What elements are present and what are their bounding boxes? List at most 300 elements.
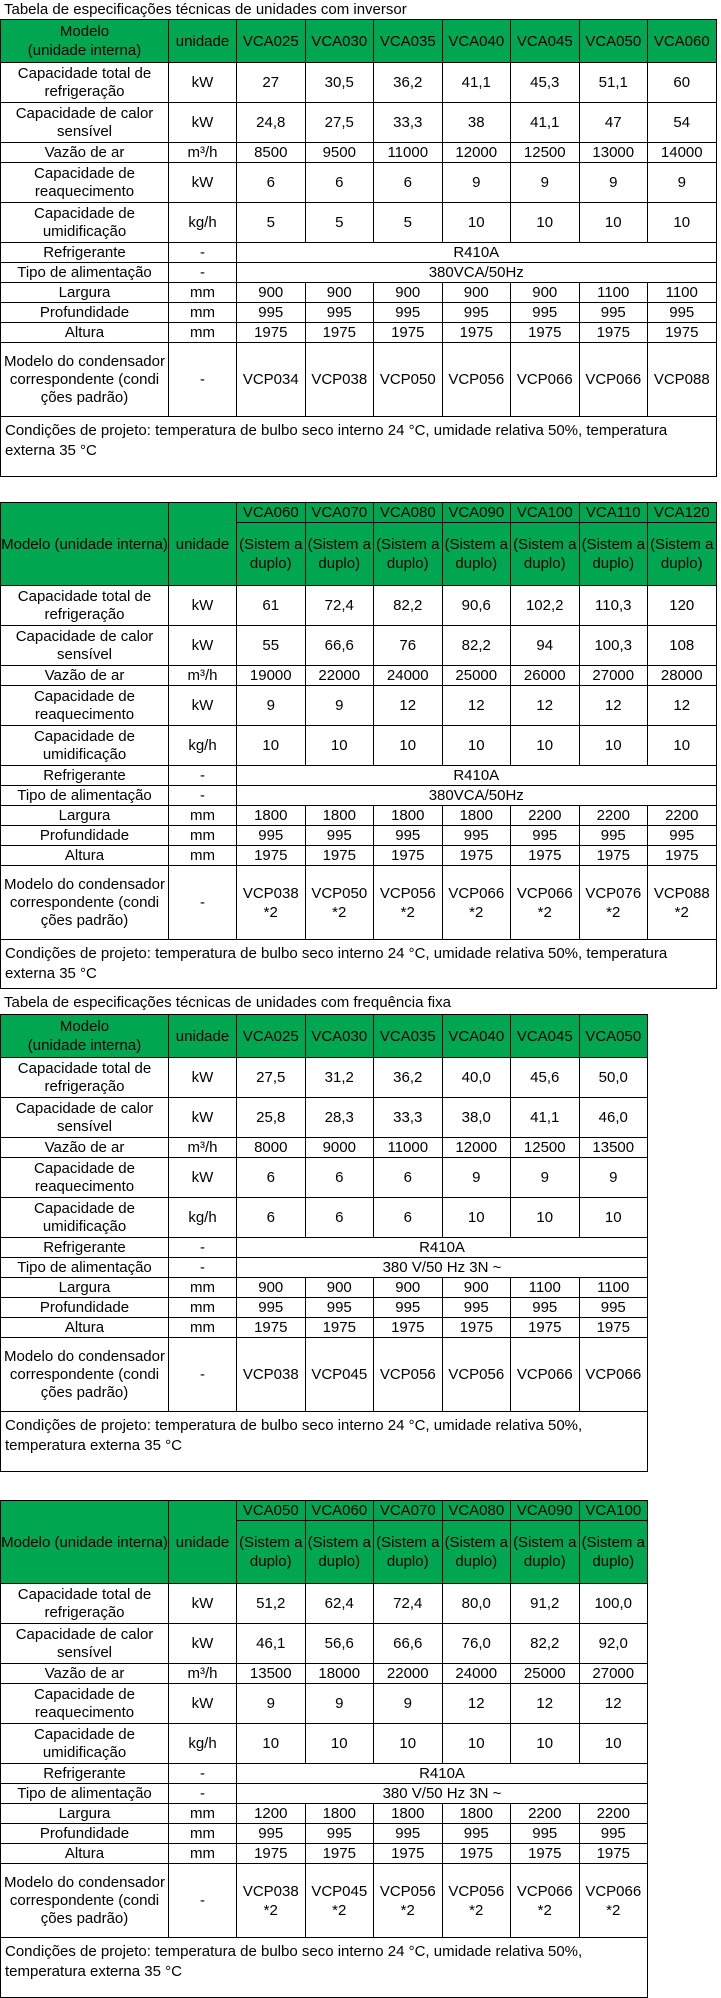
row-value: 102,2 — [511, 586, 580, 626]
row-unit: kW — [169, 1158, 237, 1198]
row-value: 6 — [305, 163, 374, 203]
header-model-code: VCA080 — [442, 1501, 511, 1521]
row-value: 1800 — [305, 806, 374, 826]
row-label: Capacidade total de refrigeração — [1, 1058, 169, 1098]
row-value: 47 — [579, 103, 648, 143]
row-value: 1975 — [305, 846, 374, 866]
row-value: 995 — [579, 1824, 648, 1844]
table-row — [1, 1584, 648, 1624]
row-value: 1800 — [305, 1804, 374, 1824]
row-value: 995 — [442, 1824, 511, 1844]
row-label: Capacidade de reaquecimento — [1, 1158, 169, 1198]
row-label: Refrigerante — [1, 243, 169, 263]
row-value: 10 — [579, 726, 648, 766]
row-value: VCP045 *2 — [305, 1864, 374, 1938]
row-value: 2200 — [648, 806, 717, 826]
row-value: 108 — [648, 626, 717, 666]
row-value: 36,2 — [374, 63, 443, 103]
row-value: 12500 — [511, 143, 580, 163]
row-value: 82,2 — [511, 1624, 580, 1664]
row-label: Largura — [1, 283, 169, 303]
row-value: 900 — [305, 283, 374, 303]
row-value: 27000 — [579, 666, 648, 686]
header-model: Modelo (unidade interna) — [1, 503, 169, 586]
row-label: Altura — [1, 1318, 169, 1338]
row-value: VCP066 *2 — [511, 866, 580, 940]
table-row — [1, 1238, 648, 1258]
row-span-value: R410A — [237, 243, 717, 263]
row-value: VCP056 *2 — [374, 1864, 443, 1938]
row-unit: mm — [169, 1804, 237, 1824]
row-value: VCP038 *2 — [237, 866, 306, 940]
table-row — [1, 1318, 648, 1338]
row-value: 1975 — [374, 1318, 443, 1338]
row-label: Profundidade — [1, 1824, 169, 1844]
row-value: 1200 — [237, 1804, 306, 1824]
row-value: 60 — [648, 63, 717, 103]
row-unit: kW — [169, 103, 237, 143]
row-value: 995 — [374, 1824, 443, 1844]
row-value: 9 — [579, 163, 648, 203]
row-label: Vazão de ar — [1, 1664, 169, 1684]
row-value: VCP066 — [511, 1338, 580, 1412]
table-row — [1, 1158, 648, 1198]
row-value: 2200 — [511, 1804, 580, 1824]
row-unit: mm — [169, 846, 237, 866]
table-caption: Tabela de especificações técnicas de unidades com inversor — [4, 1, 407, 18]
row-value: 12 — [442, 686, 511, 726]
row-value: 1975 — [511, 1318, 580, 1338]
row-value: 22000 — [374, 1664, 443, 1684]
table-row — [1, 303, 717, 323]
row-value: 995 — [237, 1824, 306, 1844]
row-value: 1100 — [511, 1278, 580, 1298]
table-row — [1, 1824, 648, 1844]
row-value: 24000 — [374, 666, 443, 686]
header-sub-label: (Sistem a duplo) — [579, 1521, 648, 1584]
row-value: 33,3 — [374, 103, 443, 143]
row-value: VCP038 — [305, 343, 374, 417]
row-unit: kW — [169, 1098, 237, 1138]
row-value: 995 — [237, 303, 306, 323]
row-value: 10 — [305, 1724, 374, 1764]
row-unit: - — [169, 766, 237, 786]
row-value: 80,0 — [442, 1584, 511, 1624]
table-row — [1, 1338, 648, 1412]
table-row — [1, 1804, 648, 1824]
row-label: Capacidade de reaquecimento — [1, 163, 169, 203]
row-unit: m³/h — [169, 143, 237, 163]
row-value: VCP088 — [648, 343, 717, 417]
header-model-code: VCA060 — [305, 1501, 374, 1521]
row-value: 5 — [374, 203, 443, 243]
row-value: 72,4 — [305, 586, 374, 626]
row-value: VCP056 *2 — [442, 1864, 511, 1938]
row-unit: - — [169, 1338, 237, 1412]
row-value: 28000 — [648, 666, 717, 686]
row-value: 91,2 — [511, 1584, 580, 1624]
header-sub-label: (Sistem a duplo) — [511, 523, 580, 586]
row-value: 10 — [579, 1724, 648, 1764]
row-value: 94 — [511, 626, 580, 666]
row-unit: - — [169, 1864, 237, 1938]
row-value: VCP066 — [579, 343, 648, 417]
row-label: Vazão de ar — [1, 143, 169, 163]
header-sub-label: (Sistem a duplo) — [442, 1521, 511, 1584]
row-unit: kW — [169, 1684, 237, 1724]
table-row — [1, 846, 717, 866]
row-span-value: R410A — [237, 1764, 648, 1784]
row-value: 9 — [648, 163, 717, 203]
header-model-code: VCA120 — [648, 503, 717, 523]
row-unit: kg/h — [169, 203, 237, 243]
row-value: 995 — [237, 826, 306, 846]
row-unit: mm — [169, 1844, 237, 1864]
row-unit: kg/h — [169, 1724, 237, 1764]
table-row — [1, 163, 717, 203]
row-value: 27000 — [579, 1664, 648, 1684]
row-value: VCP056 — [374, 1338, 443, 1412]
row-value: 28,3 — [305, 1098, 374, 1138]
row-value: 1800 — [442, 1804, 511, 1824]
row-value: 6 — [374, 163, 443, 203]
row-value: 27 — [237, 63, 306, 103]
row-label: Capacidade total de refrigeração — [1, 63, 169, 103]
table-row — [1, 1664, 648, 1684]
row-value: 995 — [648, 826, 717, 846]
row-label: Refrigerante — [1, 766, 169, 786]
row-value: 5 — [237, 203, 306, 243]
row-value: 12000 — [442, 143, 511, 163]
row-value: VCP038 — [237, 1338, 306, 1412]
row-value: VCP050 — [374, 343, 443, 417]
row-value: 1975 — [579, 846, 648, 866]
row-value: 38 — [442, 103, 511, 143]
row-label: Modelo do condensador correspondente (condi ções padrão) — [1, 343, 169, 417]
table-row — [1, 63, 717, 103]
row-value: 66,6 — [374, 1624, 443, 1664]
header-model: Modelo (unidade interna) — [1, 1501, 169, 1584]
row-value: 2200 — [579, 1804, 648, 1824]
row-label: Vazão de ar — [1, 666, 169, 686]
row-value: 995 — [579, 1298, 648, 1318]
row-value: 10 — [442, 203, 511, 243]
table-row — [1, 1624, 648, 1664]
table-row — [1, 143, 717, 163]
row-value: 10 — [648, 203, 717, 243]
row-span-value: 380 V/50 Hz 3N ~ — [237, 1784, 648, 1804]
row-unit: - — [169, 263, 237, 283]
header-model-code: VCA035 — [374, 1015, 443, 1058]
row-unit: - — [169, 243, 237, 263]
row-value: VCP050 *2 — [305, 866, 374, 940]
spec-table — [0, 19, 717, 477]
table-row — [1, 1764, 648, 1784]
header-model-code: VCA025 — [237, 1015, 306, 1058]
row-unit: mm — [169, 806, 237, 826]
row-value: 10 — [374, 726, 443, 766]
row-label: Capacidade de reaquecimento — [1, 1684, 169, 1724]
row-value: 1975 — [511, 846, 580, 866]
row-value: 995 — [579, 826, 648, 846]
header-sub-label: (Sistem a duplo) — [579, 523, 648, 586]
row-label: Capacidade de calor sensível — [1, 1624, 169, 1664]
header-model-code: VCA060 — [648, 20, 717, 63]
row-value: 45,6 — [511, 1058, 580, 1098]
row-value: 9 — [442, 163, 511, 203]
row-unit: m³/h — [169, 666, 237, 686]
row-value: 900 — [305, 1278, 374, 1298]
row-unit: mm — [169, 283, 237, 303]
row-value: 56,6 — [305, 1624, 374, 1664]
row-value: 1975 — [511, 323, 580, 343]
row-value: 12 — [579, 686, 648, 726]
row-label: Profundidade — [1, 1298, 169, 1318]
row-value: 6 — [374, 1198, 443, 1238]
row-value: VCP056 *2 — [374, 866, 443, 940]
table-row — [1, 766, 717, 786]
row-value: 26000 — [511, 666, 580, 686]
row-value: 1975 — [442, 846, 511, 866]
row-value: 11000 — [374, 143, 443, 163]
row-unit: - — [169, 1258, 237, 1278]
header-model-code: VCA025 — [237, 20, 306, 63]
row-value: 110,3 — [579, 586, 648, 626]
header-unit: unidade — [169, 20, 237, 63]
row-value: 41,1 — [511, 1098, 580, 1138]
table-row — [1, 263, 717, 283]
header-model-code: VCA050 — [579, 1015, 648, 1058]
row-value: 13000 — [579, 143, 648, 163]
row-value: 1975 — [579, 1318, 648, 1338]
row-value: VCP076 *2 — [579, 866, 648, 940]
table-row — [1, 1864, 648, 1938]
row-label: Tipo de alimentação — [1, 786, 169, 806]
row-value: 1800 — [374, 806, 443, 826]
header-model-code: VCA100 — [511, 503, 580, 523]
row-unit: m³/h — [169, 1664, 237, 1684]
row-label: Altura — [1, 1844, 169, 1864]
row-label: Tipo de alimentação — [1, 1258, 169, 1278]
row-span-value: R410A — [237, 1238, 648, 1258]
row-value: 13500 — [237, 1664, 306, 1684]
row-value: 38,0 — [442, 1098, 511, 1138]
row-value: 10 — [305, 726, 374, 766]
row-span-value: R410A — [237, 766, 717, 786]
table-row — [1, 1724, 648, 1764]
row-value: VCP066 — [579, 1338, 648, 1412]
row-value: 995 — [305, 1298, 374, 1318]
row-unit: - — [169, 1238, 237, 1258]
row-value: 1975 — [579, 323, 648, 343]
row-value: 12 — [511, 686, 580, 726]
row-value: 1975 — [305, 323, 374, 343]
header-model-code: VCA100 — [579, 1501, 648, 1521]
row-label: Capacidade de umidificação — [1, 203, 169, 243]
row-value: 1975 — [237, 1318, 306, 1338]
row-value: 10 — [511, 1198, 580, 1238]
header-sub-label: (Sistem a duplo) — [374, 523, 443, 586]
row-value: VCP066 — [511, 343, 580, 417]
table-row — [1, 1198, 648, 1238]
row-span-value: 380 V/50 Hz 3N ~ — [237, 1258, 648, 1278]
row-value: VCP056 — [442, 1338, 511, 1412]
row-value: 1975 — [511, 1844, 580, 1864]
row-value: 995 — [511, 303, 580, 323]
row-value: 900 — [237, 283, 306, 303]
row-value: 5 — [305, 203, 374, 243]
row-value: 51,2 — [237, 1584, 306, 1624]
row-value: 6 — [305, 1198, 374, 1238]
row-unit: mm — [169, 323, 237, 343]
row-value: 1800 — [374, 1804, 443, 1824]
row-label: Tipo de alimentação — [1, 1784, 169, 1804]
table-row — [1, 806, 717, 826]
row-unit: kg/h — [169, 1198, 237, 1238]
row-value: 995 — [305, 826, 374, 846]
table-row — [1, 826, 717, 846]
header-sub-label: (Sistem a duplo) — [305, 523, 374, 586]
row-value: 900 — [442, 1278, 511, 1298]
row-label: Capacidade de umidificação — [1, 726, 169, 766]
row-value: 8000 — [237, 1138, 306, 1158]
row-label: Modelo do condensador correspondente (condi ções padrão) — [1, 1864, 169, 1938]
table-row — [1, 103, 717, 143]
row-value: 90,6 — [442, 586, 511, 626]
row-value: 22000 — [305, 666, 374, 686]
table-row — [1, 283, 717, 303]
table-row — [1, 1684, 648, 1724]
spec-table — [0, 1500, 648, 1998]
row-value: 62,4 — [305, 1584, 374, 1624]
row-value: 55 — [237, 626, 306, 666]
row-value: 18000 — [305, 1664, 374, 1684]
row-value: 1975 — [579, 1844, 648, 1864]
row-value: 24000 — [442, 1664, 511, 1684]
row-value: 1975 — [305, 1318, 374, 1338]
table-row — [1, 1298, 648, 1318]
row-value: 120 — [648, 586, 717, 626]
table-row — [1, 1138, 648, 1158]
row-label: Capacidade total de refrigeração — [1, 1584, 169, 1624]
row-label: Capacidade de reaquecimento — [1, 686, 169, 726]
row-value: 1975 — [442, 323, 511, 343]
row-unit: kg/h — [169, 726, 237, 766]
row-value: 900 — [511, 283, 580, 303]
row-value: 10 — [237, 726, 306, 766]
row-value: 1975 — [237, 846, 306, 866]
row-value: 76 — [374, 626, 443, 666]
row-label: Altura — [1, 323, 169, 343]
row-value: 995 — [305, 303, 374, 323]
table-row — [1, 686, 717, 726]
row-label: Capacidade de umidificação — [1, 1198, 169, 1238]
row-value: 9 — [511, 1158, 580, 1198]
header-model-code: VCA080 — [374, 503, 443, 523]
row-value: 24,8 — [237, 103, 306, 143]
header-sub-label: (Sistem a duplo) — [648, 523, 717, 586]
row-value: 25,8 — [237, 1098, 306, 1138]
row-value: 9 — [305, 686, 374, 726]
header-model-code: VCA045 — [511, 20, 580, 63]
row-value: 61 — [237, 586, 306, 626]
row-value: 50,0 — [579, 1058, 648, 1098]
table-row — [1, 1258, 648, 1278]
row-value: 46,1 — [237, 1624, 306, 1664]
row-span-value: 380VCA/50Hz — [237, 263, 717, 283]
row-value: 995 — [237, 1298, 306, 1318]
row-value: 13500 — [579, 1138, 648, 1158]
row-value: 9 — [374, 1684, 443, 1724]
row-span-value: 380VCA/50Hz — [237, 786, 717, 806]
table-row — [1, 343, 717, 417]
row-unit: kW — [169, 686, 237, 726]
header-model: Modelo (unidade interna) — [1, 20, 169, 63]
row-value: 10 — [579, 203, 648, 243]
table-row — [1, 1844, 648, 1864]
row-value: 1975 — [237, 1844, 306, 1864]
table-row — [1, 243, 717, 263]
row-value: 12000 — [442, 1138, 511, 1158]
row-unit: - — [169, 1784, 237, 1804]
header-model-code: VCA070 — [305, 503, 374, 523]
row-value: 9 — [305, 1684, 374, 1724]
row-label: Largura — [1, 806, 169, 826]
row-value: 27,5 — [237, 1058, 306, 1098]
row-value: 27,5 — [305, 103, 374, 143]
header-model-code: VCA050 — [579, 20, 648, 63]
row-value: 900 — [237, 1278, 306, 1298]
header-model-code: VCA090 — [511, 1501, 580, 1521]
row-value: 6 — [374, 1158, 443, 1198]
row-value: 6 — [237, 1198, 306, 1238]
row-label: Profundidade — [1, 826, 169, 846]
row-value: 66,6 — [305, 626, 374, 666]
row-value: 14000 — [648, 143, 717, 163]
row-value: 10 — [511, 203, 580, 243]
row-value: 1975 — [442, 1844, 511, 1864]
row-label: Modelo do condensador correspondente (condi ções padrão) — [1, 866, 169, 940]
row-value: 46,0 — [579, 1098, 648, 1138]
row-value: VCP038 *2 — [237, 1864, 306, 1938]
row-value: 1100 — [579, 283, 648, 303]
row-value: 6 — [237, 1158, 306, 1198]
header-sub-label: (Sistem a duplo) — [511, 1521, 580, 1584]
row-value: 12 — [579, 1684, 648, 1724]
row-value: 1975 — [648, 323, 717, 343]
row-value: VCP088 *2 — [648, 866, 717, 940]
table-row — [1, 1784, 648, 1804]
row-value: 900 — [374, 1278, 443, 1298]
header-unit: unidade — [169, 503, 237, 586]
row-unit: kW — [169, 586, 237, 626]
row-value: 51,1 — [579, 63, 648, 103]
header-sub-label: (Sistem a duplo) — [374, 1521, 443, 1584]
design-conditions-note: Condições de projeto: temperatura de bulbo seco interno 24 °C, umidade relativa 50%, temperatura externa 35 °C — [1, 940, 717, 989]
row-value: 10 — [579, 1198, 648, 1238]
row-value: 995 — [511, 1298, 580, 1318]
header-model: Modelo (unidade interna) — [1, 1015, 169, 1058]
row-value: 1975 — [237, 323, 306, 343]
row-value: 25000 — [442, 666, 511, 686]
row-unit: - — [169, 343, 237, 417]
row-value: 11000 — [374, 1138, 443, 1158]
row-value: 76,0 — [442, 1624, 511, 1664]
header-unit: unidade — [169, 1015, 237, 1058]
header-model-code: VCA090 — [442, 503, 511, 523]
row-value: 54 — [648, 103, 717, 143]
row-unit: kW — [169, 1624, 237, 1664]
